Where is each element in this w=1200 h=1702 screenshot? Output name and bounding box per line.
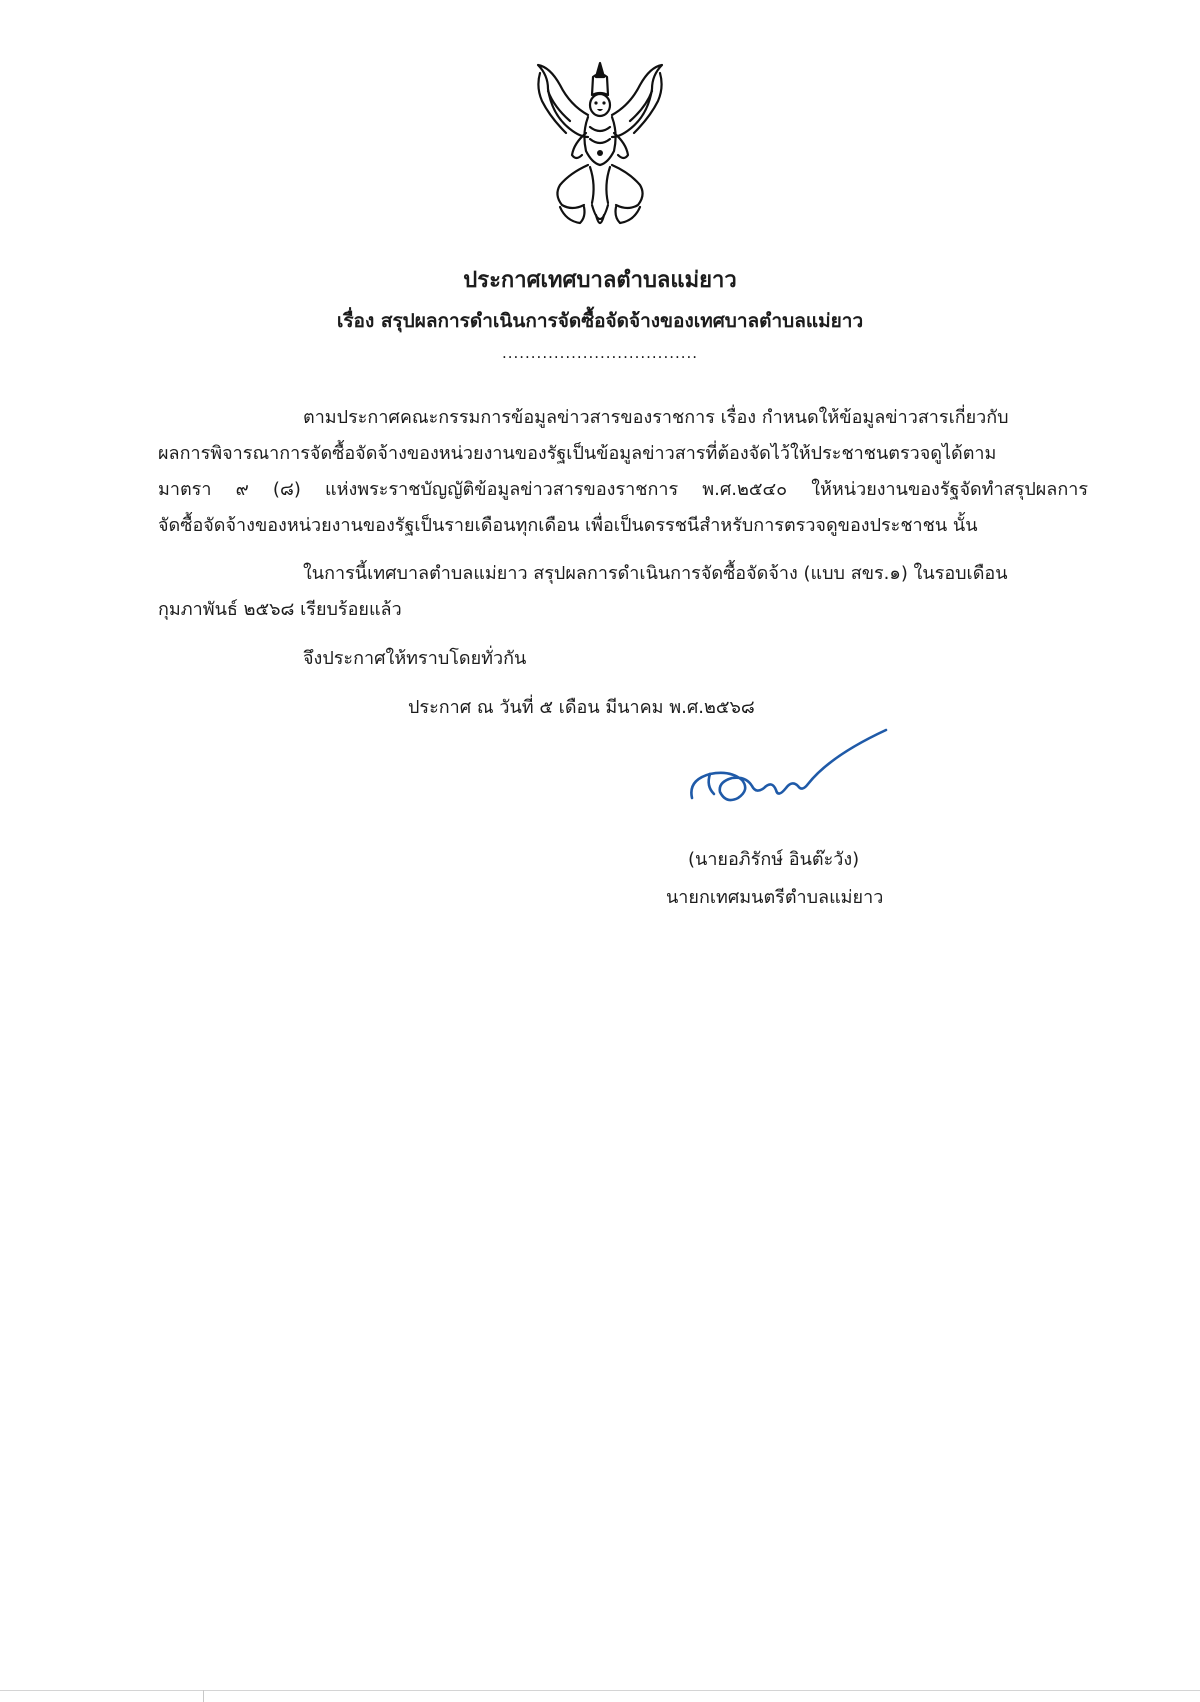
paragraph-1-line-2: ผลการพิจารณาการจัดซื้อจัดจ้างของหน่วยงานของรัฐเป็นข้อมูลข่าวสารที่ต้องจัดไว้ให้ประชาชนตรวจดูได้ตาม [158,443,997,464]
signer-name: (นายอภิรักษ์ อินต๊ะวัง) [688,849,860,870]
page-bottom-tick [203,1690,204,1702]
document-subject: เรื่อง สรุปผลการดำเนินการจัดซื้อจัดจ้างของเทศบาลตำบลแม่ยาว [336,310,864,332]
closing-statement: จึงประกาศให้ทราบโดยทั่วกัน [303,648,527,669]
garuda-emblem-icon [530,55,670,240]
document-title: ประกาศเทศบาลตำบลแม่ยาว [463,268,737,293]
title-separator: .................................. [501,344,699,362]
handwritten-signature-icon [680,728,900,820]
signer-title: นายกเทศมนตรีตำบลแม่ยาว [666,887,884,908]
paragraph-2-line-2: กุมภาพันธ์ ๒๕๖๘ เรียบร้อยแล้ว [158,599,402,620]
paragraph-1-line-4: จัดซื้อจัดจ้างของหน่วยงานของรัฐเป็นรายเดือนทุกเดือน เพื่อเป็นดรรชนีสำหรับการตรวจดูของประชาชน นั้น [158,515,978,536]
paragraph-1-line-3: มาตรา ๙ (๘) แห่งพระราชบัญญัติข้อมูลข่าวสารของราชการ พ.ศ.๒๕๔๐ ให้หน่วยงานของรัฐจัดทำสรุปผลการ [158,479,1088,500]
paragraph-2-line-1: ในการนี้เทศบาลตำบลแม่ยาว สรุปผลการดำเนินการจัดซื้อจัดจ้าง (แบบ สขร.๑) ในรอบเดือน [303,563,1008,584]
announcement-date: ประกาศ ณ วันที่ ๕ เดือน มีนาคม พ.ศ.๒๕๖๘ [408,697,755,718]
paragraph-1-line-1: ตามประกาศคณะกรรมการข้อมูลข่าวสารของราชการ เรื่อง กำหนดให้ข้อมูลข่าวสารเกี่ยวกับ [303,407,1009,428]
page-bottom-border [0,1690,1200,1691]
